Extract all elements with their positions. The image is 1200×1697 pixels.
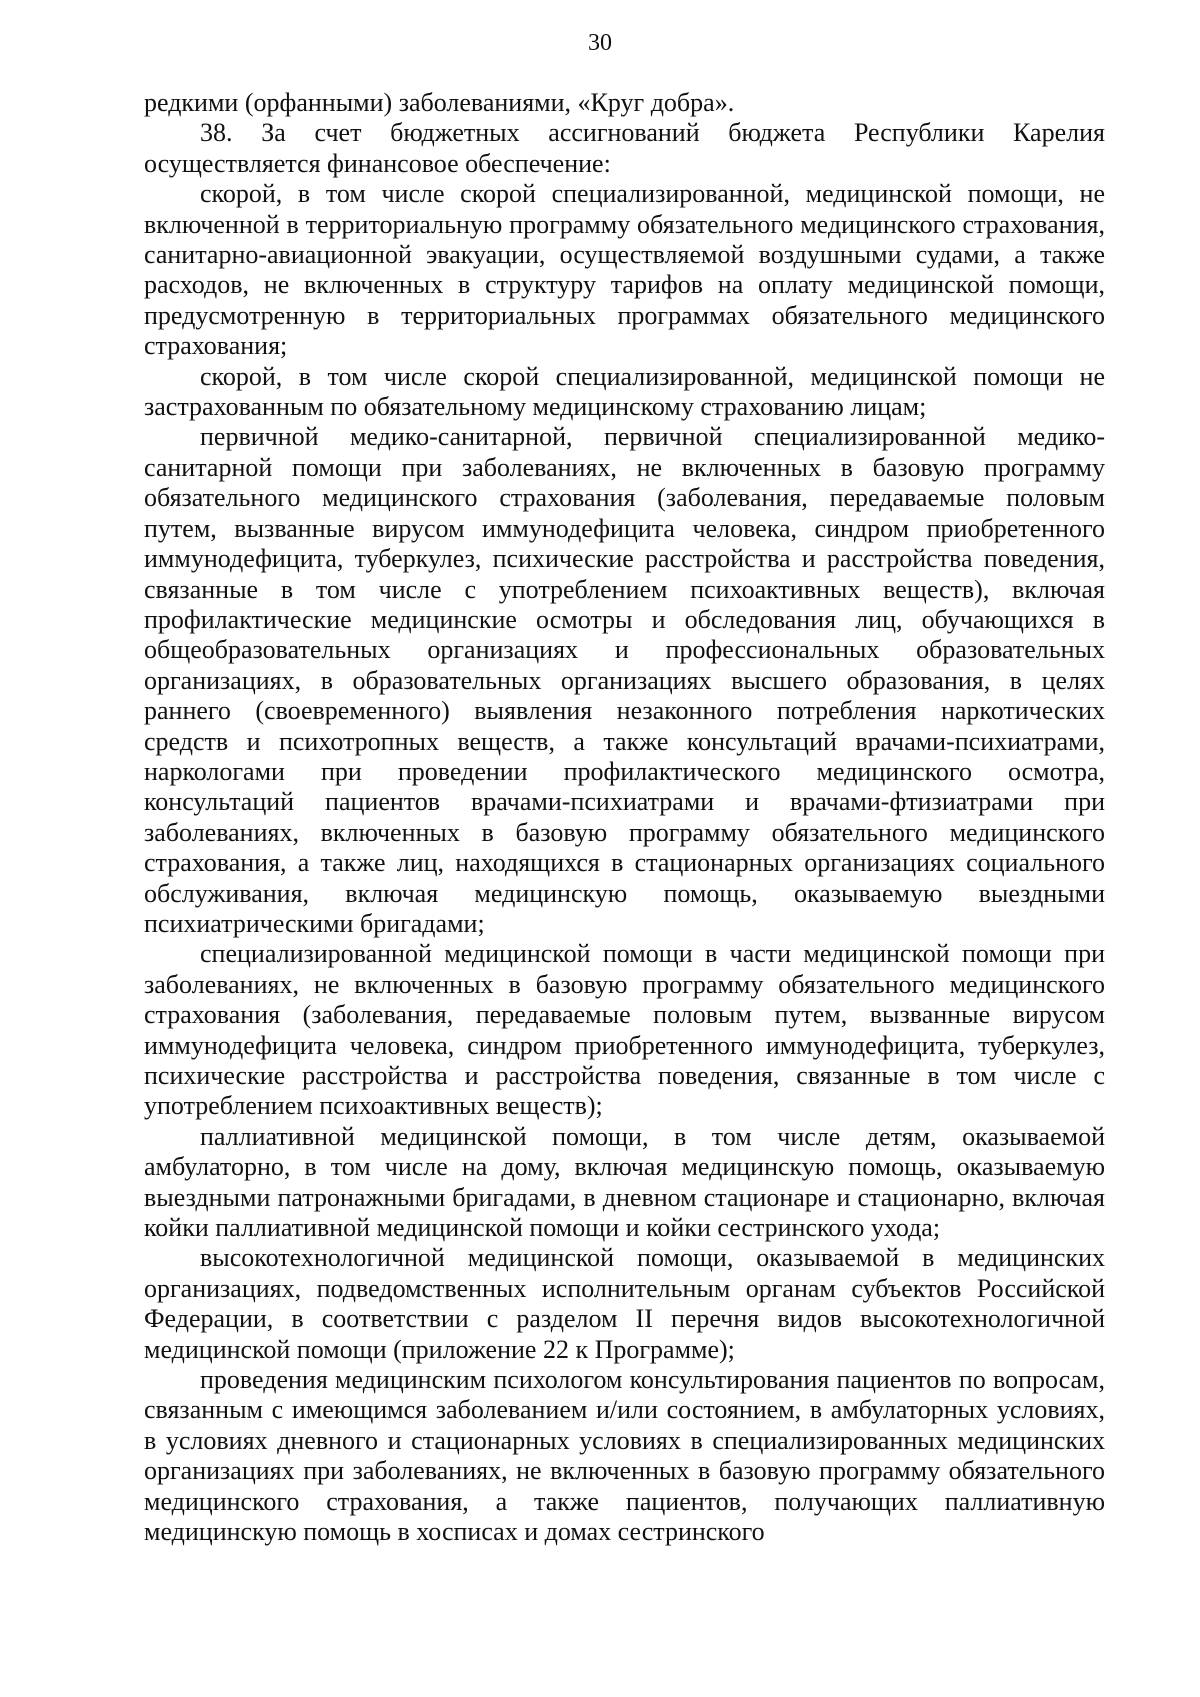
- paragraph-continuation: редкими (орфанными) заболеваниями, «Круг добра».: [144, 88, 735, 117]
- paragraph-ambulance-not-in-oms: скорой, в том числе скорой специализированной, медицинской помощи, не включенной в территориальную программу обязательного медицинского страхования, санитарно-авиационной эвакуации, осуществляемой воздушными судами, а также расходов, не включенных в структуру тарифов на оплату медицинской помощи, предусмотренную в территориальных программах обязательного медицинского страхования;: [144, 179, 1105, 361]
- paragraph-primary-care: первичной медико-санитарной, первичной специализированной медико-санитарной помощи при заболеваниях, не включенных в базовую программу обязательного медицинского страхования (заболевания, передаваемые половым путем, вызванные вирусом иммунодефицита человека, синдром приобретенного иммунодефицита, туберкулез, психические расстройства и расстройства поведения, связанные в том числе с употреблением психоактивных веществ), включая профилактические медицинские осмотры и обследования лиц, обучающихся в общеобразовательных организациях и профессиональных образовательных организациях, в образовательных организациях высшего образования, в целях раннего (своевременного) выявления незаконного потребления наркотических средств и психотропных веществ, а также консультаций врачами-психиатрами, наркологами при проведении профилактического медицинского осмотра, консультаций пациентов врачами-психиатрами и врачами-фтизиатрами при заболеваниях, включенных в базовую программу обязательного медицинского страхования, а также лиц, находящихся в стационарных организациях социального обслуживания, включая медицинскую помощь, оказываемую выездными психиатрическими бригадами;: [144, 422, 1105, 938]
- paragraph-specialized-care: специализированной медицинской помощи в части медицинской помощи при заболеваниях, не включенных в базовую программу обязательного медицинского страхования (заболевания, передаваемые половым путем, вызванные вирусом иммунодефицита человека, синдром приобретенного иммунодефицита, туберкулез, психические расстройства и расстройства поведения, связанные в том числе с употреблением психоактивных веществ);: [144, 939, 1105, 1121]
- page-number: 30: [588, 30, 612, 56]
- paragraph-psychologist-consulting: проведения медицинским психологом консультирования пациентов по вопросам, связанным с имеющимся заболеванием и/или состоянием, в амбулаторных условиях, в условиях дневного и стационарных условиях в специализированных медицинских организациях при заболеваниях, не включенных в базовую программу обязательного медицинского страхования, а также пациентов, получающих паллиативную медицинскую помощь в хосписах и домах сестринского: [144, 1365, 1105, 1547]
- paragraph-high-tech-care: высокотехнологичной медицинской помощи, оказываемой в медицинских организациях, подведомственных исполнительным органам субъектов Российской Федерации, в соответствии с разделом II перечня видов высокотехнологичной медицинской помощи (приложение 22 к Программе);: [144, 1243, 1105, 1364]
- paragraph-item-38: 38. За счет бюджетных ассигнований бюджета Республики Карелия осуществляется финансовое обеспечение:: [144, 118, 1105, 178]
- paragraph-ambulance-uninsured: скорой, в том числе скорой специализированной, медицинской помощи не застрахованным по обязательному медицинскому страхованию лицам;: [144, 361, 1105, 422]
- document-body: [144, 88, 1105, 1548]
- paragraph-palliative-care: паллиативной медицинской помощи, в том числе детям, оказываемой амбулаторно, в том числе на дому, включая медицинскую помощь, оказываемую выездными патронажными бригадами, в дневном стационаре и стационарно, включая койки паллиативной медицинской помощи и койки сестринского ухода;: [144, 1121, 1105, 1243]
